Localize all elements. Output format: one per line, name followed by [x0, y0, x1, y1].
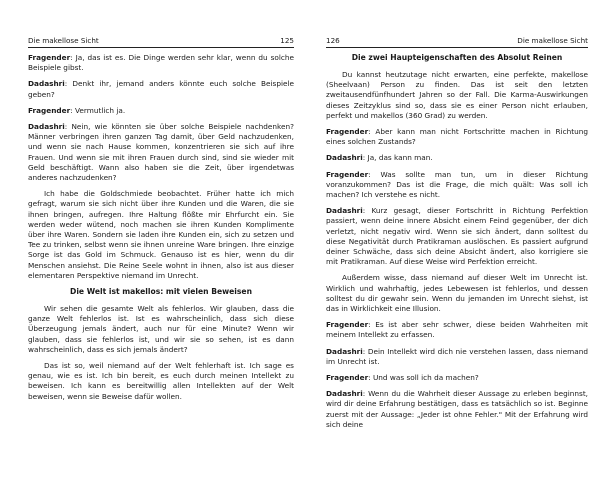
body-paragraph — [28, 189, 294, 281]
speaker-name: Dadashri — [326, 206, 363, 216]
right-page-body — [326, 53, 588, 430]
dialogue-paragraph — [326, 127, 588, 147]
dialogue-paragraph — [326, 170, 588, 201]
dialogue-paragraph — [326, 373, 588, 383]
speaker-name: Dadashri — [326, 389, 363, 399]
paragraph-text: Ich habe die Goldschmiede beobachtet. Früher hatte ich mich gefragt, warum sie sich nicht über ihre Kunden und die Waren, die sie ihnen bringen, aufregen. Ihre Haltung flößte mir Ehrfurcht ein. Sie werden weder wütend, noch machen sie ihren Kunden Komplimente über ihre Waren. Sondern sie laden ihre Kunden ein, sich zu setzen und Tee zu trinken, selbst wenn sie ihnen unreine Ware bringen. Ihre einzige Sorge ist das Gold im Schmuck. Genauso ist es hier, wenn du dir Menschen ansiehst. Die Reine Seele wohnt in ihnen, also ist aus dieser elementaren Perspektive niemand im Unrecht. — [28, 189, 294, 280]
speaker-name: Fragender — [326, 320, 369, 330]
dialogue-paragraph — [326, 347, 588, 367]
speaker-name: Fragender — [28, 105, 71, 115]
section-heading: Die Welt ist makellos: mit vielen Beweisen — [70, 287, 252, 297]
dialogue-paragraph — [28, 79, 294, 99]
paragraph-text: : Und was soll ich da machen? — [368, 373, 479, 383]
left-running-head — [28, 0, 294, 48]
paragraph-text: : Was sollte man tun, um in dieser Richtung voranzukommen? Das ist die Frage, die mich quält: Was soll ich machen? Ich verstehe es nicht. — [326, 169, 588, 200]
dialogue-paragraph — [326, 206, 588, 267]
paragraph-text: : Kurz gesagt, dieser Fortschritt in Richtung Perfektion passiert, wenn deine innere Absicht einem Feind gegenüber, der dich verletzt, nicht negativ wird. Wenn sie sich ändert, dann solltest du diese Negativität durch Pratikraman auslöschen. Es passiert aufgrund deiner Schwäche, dass sich deine Absicht ändert, also korrigiere sie mit Pratikraman. Auf diese Weise wird Perfektion erreicht. — [326, 206, 588, 267]
paragraph-text: Wir sehen die gesamte Welt als fehlerlos. Wir glauben, dass die ganze Welt fehlerlos ist. Ist es wahrscheinlich, dass sich diese Überzeugung jemals ändert, auch nur für eine Minute? Wenn wir glauben, dass sie fehlerlos ist, und wir sie so sehen, ist es dann wahrscheinlich, dass es sich jemals ändert? — [28, 304, 294, 354]
dialogue-paragraph — [326, 153, 588, 163]
dialogue-paragraph — [326, 389, 588, 430]
dialogue-paragraph — [326, 320, 588, 340]
left-header-title: Die makellose Sicht — [28, 36, 99, 45]
body-paragraph — [326, 273, 588, 314]
left-page-number: 125 — [280, 36, 294, 45]
speaker-name: Fragender — [28, 53, 71, 62]
right-page-number: 126 — [326, 36, 340, 45]
paragraph-text: : Dein Intellekt wird dich nie verstehen lassen, dass niemand im Unrecht ist. — [326, 346, 588, 366]
speaker-name: Fragender — [326, 127, 369, 137]
paragraph-text: : Ja, das ist es. Die Dinge werden sehr klar, wenn du solche Beispiele gibst. — [28, 53, 294, 73]
paragraph-text: : Wenn du die Wahrheit dieser Aussage zu erleben beginnst, wird dir deine Erfahrung bestätigen, dass es tatsächlich so ist. Beginne zuerst mit der Aussage: „Jeder ist ohne Fehler." Mit der Erfahrung wird sich deine — [326, 389, 588, 429]
paragraph-text: Das ist so, weil niemand auf der Welt fehlerhaft ist. Ich sage es genau, wie es ist. Ich bin bereit, es euch durch meinen Intellekt zu beweisen. Ich kann es bereitwillig allen Intellekten auf der Welt beweisen, wenn sie Beweise dafür wollen. — [28, 361, 294, 401]
dialogue-paragraph — [28, 53, 294, 73]
right-page — [326, 0, 588, 485]
body-paragraph — [28, 361, 294, 402]
dialogue-paragraph — [28, 122, 294, 183]
paragraph-text: : Denkt ihr, jemand anders könnte euch solche Beispiele geben? — [28, 79, 294, 99]
speaker-name: Fragender — [326, 373, 369, 383]
paragraph-text: : Aber kann man nicht Fortschritte machen in Richtung eines solchen Zustands? — [326, 127, 588, 147]
body-paragraph — [326, 70, 588, 121]
paragraph-text: Außerdem wisse, dass niemand auf dieser Welt im Unrecht ist. Wirklich und wahrhaftig, jedes Lebewesen ist fehlerlos, und dessen solltest du dir gewahr sein. Wenn du jemanden im Unrecht siehst, ist das in Wirklichkeit eine Illusion. — [326, 273, 588, 314]
left-page-body — [28, 53, 294, 402]
section-heading: Die zwei Haupteigenschaften des Absolut Reinen — [351, 53, 563, 62]
speaker-name: Dadashri — [326, 153, 363, 163]
paragraph-text: : Ja, das kann man. — [362, 153, 433, 163]
speaker-name: Dadashri — [326, 346, 363, 356]
paragraph-text: : Es ist aber sehr schwer, diese beiden Wahrheiten mit meinem Intellekt zu erfassen. — [326, 320, 588, 340]
paragraph-text: : Nein, wie könnten sie über solche Beispiele nachdenken? Männer verbringen ihren ganzen Tag damit, über Geld nachzudenken, und wenn sie nach Hause kommen, konzentrieren sie sich auf ihre Frauen. Und wenn sie mit ihren Frauen durch sind, sind sie wieder mit Geld beschäftigt. Wann also haben sie die Zeit, über irgendetwas anderes nachzudenken? — [28, 122, 294, 183]
left-page — [28, 0, 294, 485]
speaker-name: Fragender — [326, 169, 369, 179]
right-running-head — [326, 0, 588, 48]
dialogue-paragraph — [28, 106, 294, 116]
speaker-name: Dadashri — [28, 79, 65, 89]
speaker-name: Dadashri — [28, 122, 65, 132]
right-header-title: Die makellose Sicht — [517, 36, 588, 45]
paragraph-text: : Vermutlich ja. — [70, 105, 126, 115]
body-paragraph — [28, 304, 294, 355]
paragraph-text: Du kannst heutzutage nicht erwarten, eine perfekte, makellose (Sheelvaan) Person zu finden. Das ist seit den letzten zweitausendfünfhundert Jahren so der Fall. Die Karma-Auswirkungen dieses Zeitzyklus sind so, dass sie es einer Person nicht erlauben, perfekt und makellos (360 Grad) zu werden. — [326, 70, 588, 120]
